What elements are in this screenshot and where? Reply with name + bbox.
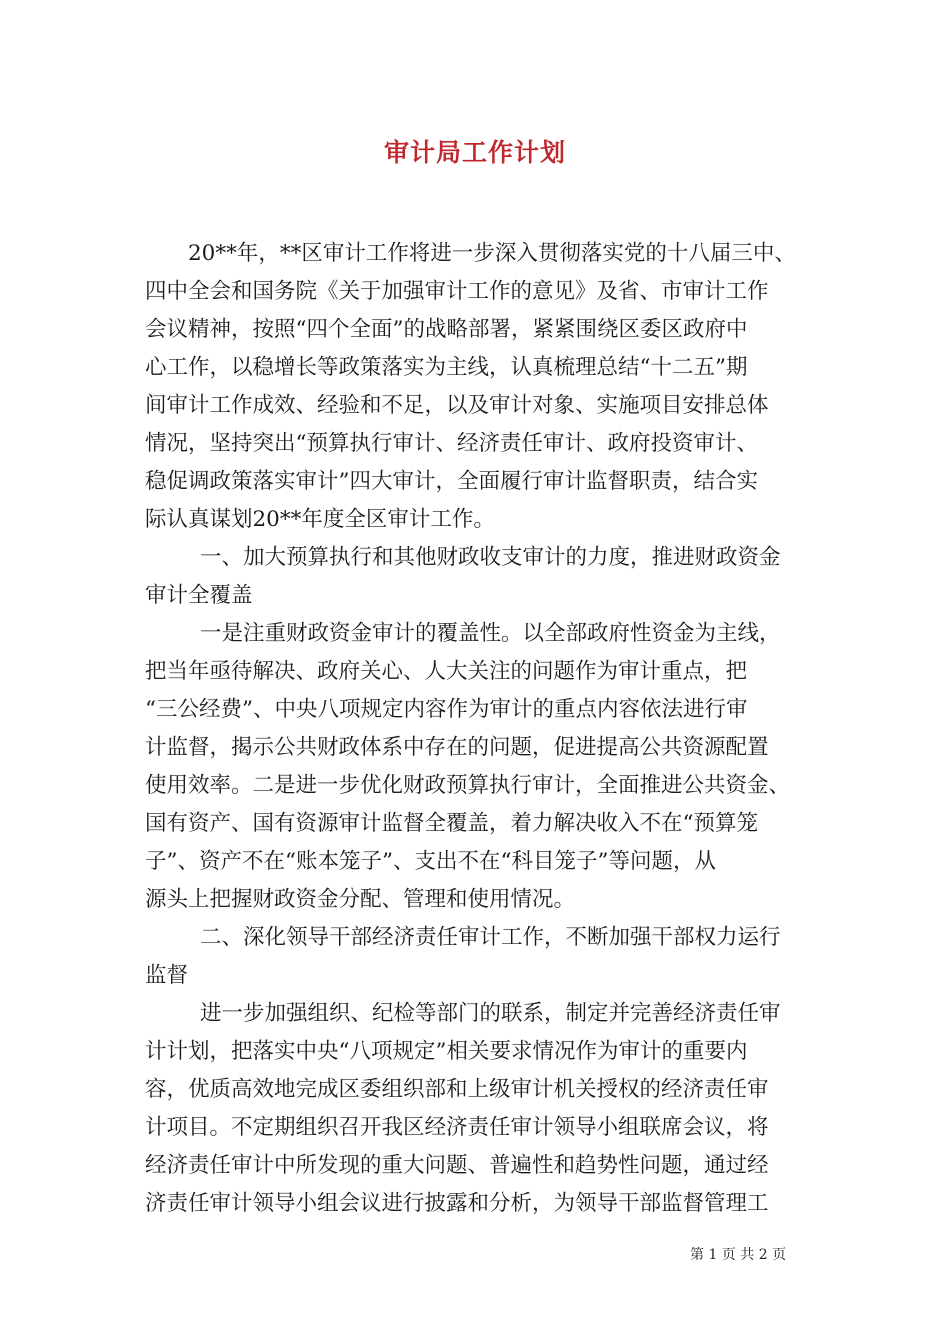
body-line: 济责任审计领导小组会议进行披露和分析，为领导干部监督管理工: [145, 1191, 769, 1216]
body-line: 计项目。不定期组织召开我区经济责任审计领导小组联席会议，将: [145, 1115, 769, 1140]
body-line: 四中全会和国务院《关于加强审计工作的意见》及省、市审计工作: [145, 279, 769, 304]
body-line: 国有资产、国有资源审计监督全覆盖，着力解决收入不在“预算笼: [145, 811, 758, 836]
body-line: 情况，坚持突出“预算执行审计、经济责任审计、政府投资审计、: [145, 431, 758, 456]
body-line: 际认真谋划20**年度全区审计工作。: [145, 507, 495, 532]
page-number: 第 1 页 共 2 页: [690, 1247, 787, 1263]
body-line: 子”、资产不在“账本笼子”、支出不在“科目笼子”等问题，从: [145, 849, 716, 874]
body-line: 稳促调政策落实审计”四大审计，全面履行审计监督职责，结合实: [145, 469, 758, 494]
body-line: 会议精神，按照“四个全面”的战略部署，紧紧围绕区委区政府中: [145, 317, 748, 342]
body-line: 容，优质高效地完成区委组织部和上级审计机关授权的经济责任审: [145, 1077, 769, 1102]
body-line: 源头上把握财政资金分配、管理和使用情况。: [145, 887, 576, 912]
body-line: 心工作，以稳增长等政策落实为主线，认真梳理总结“十二五”期: [145, 355, 748, 380]
body-line: 使用效率。二是进一步优化财政预算执行审计，全面推进公共资金、: [145, 773, 791, 798]
document-title: 审计局工作计划: [383, 138, 566, 167]
section-heading: 审计全覆盖: [145, 583, 253, 608]
body-line: 进一步加强组织、纪检等部门的联系，制定并完善经济责任审: [200, 1001, 781, 1026]
body-line: 把当年亟待解决、政府关心、人大关注的问题作为审计重点，把: [145, 659, 748, 684]
body-line: 计监督，揭示公共财政体系中存在的问题，促进提高公共资源配置: [145, 735, 769, 760]
body-line: 20**年，**区审计工作将进一步深入贯彻落实党的十八届三中、: [188, 241, 796, 266]
body-line: 计计划，把落实中央“八项规定”相关要求情况作为审计的重要内: [145, 1039, 748, 1064]
section-heading: 监督: [145, 963, 189, 988]
body-line: 经济责任审计中所发现的重大问题、普遍性和趋势性问题，通过经: [145, 1153, 769, 1178]
body-line: “三公经费”、中央八项规定内容作为审计的重点内容依法进行审: [145, 697, 748, 722]
body-line: 间审计工作成效、经验和不足，以及审计对象、实施项目安排总体: [145, 393, 769, 418]
section-heading: 一、加大预算执行和其他财政收支审计的力度，推进财政资金: [200, 545, 781, 570]
body-line: 一是注重财政资金审计的覆盖性。以全部政府性资金为主线，: [200, 621, 781, 646]
section-heading: 二、深化领导干部经济责任审计工作，不断加强干部权力运行: [200, 925, 781, 950]
